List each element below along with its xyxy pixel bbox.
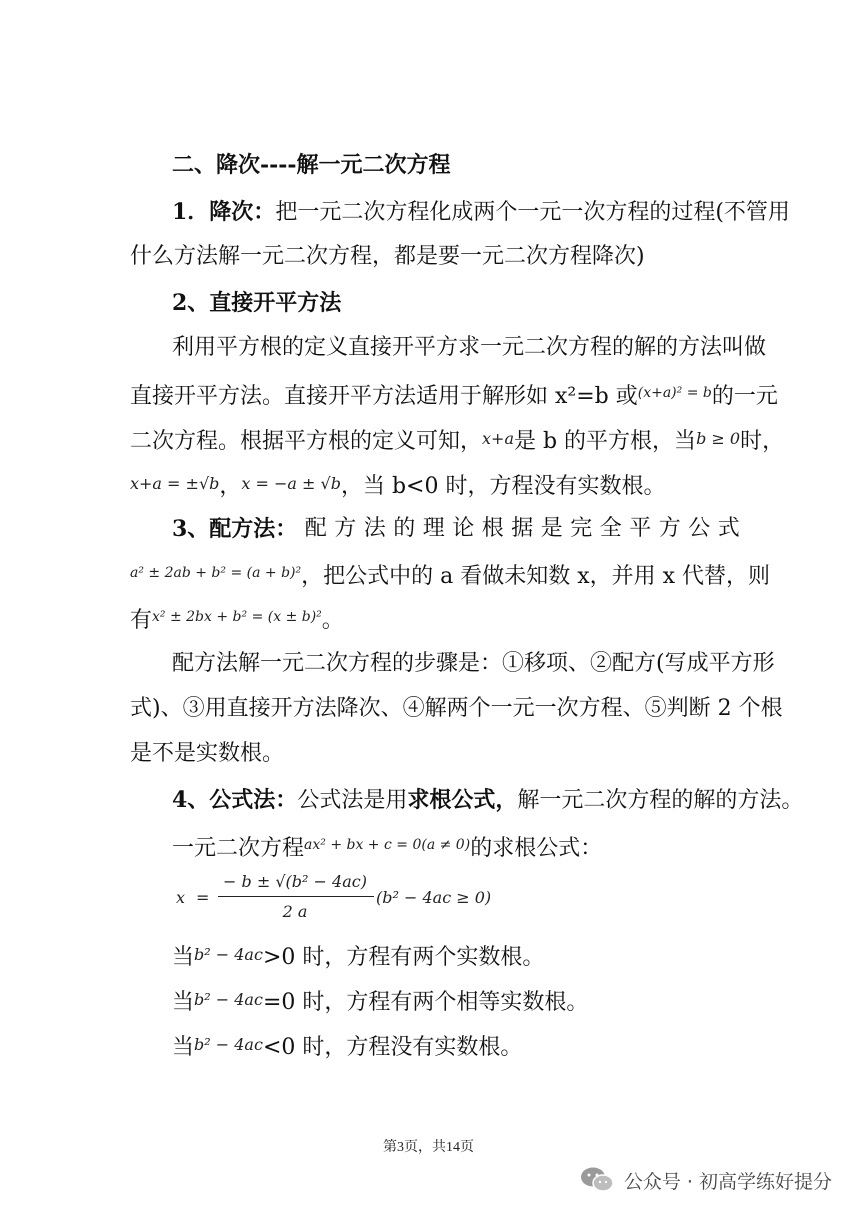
paragraph-2-heading: 2、直接开平方法 [172, 290, 342, 316]
formula-denominator: 2 a [282, 902, 308, 921]
paragraph-1-line-1 [172, 197, 790, 228]
case-2-formula: b² − 4ac [194, 990, 263, 1009]
paragraph-2-line-3 [130, 424, 785, 457]
p2-l3-formula-1: x+a [482, 429, 514, 448]
case-3 [172, 1030, 782, 1063]
paragraph-4-line-2 [172, 830, 782, 864]
formula-condition: (b² − 4ac ≥ 0) [376, 888, 492, 907]
p2-l4-formula-1: x+a = ±√b [130, 474, 220, 493]
p3-c9: 完 [570, 516, 593, 541]
paragraph-1-text: 把一元二次方程化成两个一元一次方程的过程(不管用 [275, 200, 790, 225]
paragraph-1-label: 1．降次： [172, 199, 276, 225]
p3-c13: 公 [688, 516, 711, 541]
p2-l4-text: ，当 b<0 时，方程没有实数根。 [340, 474, 666, 499]
paragraph-2-line-4 [130, 469, 740, 502]
p4-text-b: 解一元二次方程的解的方法。 [517, 788, 804, 813]
p2-l2-formula: (x+a)² = b [637, 385, 712, 401]
paragraph-3-line-3 [130, 602, 740, 636]
p2-l2-text-b: 的一元 [711, 384, 778, 409]
paragraph-3-heading: 3、配方法： [172, 516, 298, 542]
page-number: 第3页，共14页 [383, 1140, 474, 1155]
case-1-text-b: >0 时，方程有两个实数根。 [262, 945, 545, 970]
p3-c11: 平 [629, 516, 652, 541]
paragraph-2-line-1: 利用平方根的定义直接开平方求一元二次方程的解的方法叫做 [172, 335, 767, 360]
formula-x: x [176, 888, 186, 907]
p3-l3-text-a: 有 [130, 608, 153, 633]
p3-c0: 配 [304, 516, 327, 541]
p2-l2-text-a: 直接开平方法。直接开平方法适用于解形如 x²=b 或 [130, 384, 638, 409]
watermark [580, 1166, 832, 1194]
p3-c1: 方 [334, 516, 357, 541]
case-1 [172, 940, 782, 973]
case-1-formula: b² − 4ac [194, 945, 263, 964]
case-2 [172, 985, 782, 1018]
p4-l2-text-b: 的求根公式： [470, 836, 603, 861]
p3-c12: 方 [658, 516, 681, 541]
case-2-text-a: 当 [172, 990, 195, 1015]
p3-c2: 法 [363, 516, 386, 541]
formula-fraction-bar [218, 896, 374, 897]
p2-l3-text-a: 二次方程。根据平方根的定义可知， [130, 429, 483, 454]
p4-l2-text-a: 一元二次方程 [172, 836, 305, 861]
p2-l4-formula-2: x = −a ± √b [241, 474, 341, 493]
p3-c10: 全 [599, 516, 622, 541]
case-3-formula: b² − 4ac [194, 1035, 263, 1054]
steps-line-1: 配方法解一元二次方程的步骤是：①移项、②配方(写成平方形 [172, 651, 775, 676]
case-3-text-b: <0 时，方程没有实数根。 [262, 1035, 523, 1060]
p4-text-a: 公式法是用 [297, 788, 408, 813]
quadratic-formula [176, 868, 536, 928]
p3-c3: 的 [393, 516, 416, 541]
case-1-text-a: 当 [172, 945, 195, 970]
p3-l2-formula: a² ± 2ab + b² = (a + b)² [130, 565, 302, 581]
p3-l3-text-b: 。 [321, 608, 344, 633]
paragraph-3-line-1 [172, 514, 740, 544]
paragraph-4-line-1 [172, 785, 804, 816]
watermark-text: 公众号 · 初高学练好提分 [623, 1170, 832, 1193]
p3-c4: 理 [422, 516, 445, 541]
paragraph-4-heading: 4、公式法： [172, 787, 298, 813]
p4-l2-formula: ax² + bx + c = 0(a ≠ 0) [304, 837, 471, 853]
p2-l4-separator: ， [219, 474, 242, 499]
p3-c14: 式 [717, 516, 740, 541]
p3-l3-formula: x² ± 2bx + b² = (x ± b)² [152, 609, 322, 625]
paragraph-3-line-2 [130, 558, 771, 592]
case-3-text-a: 当 [172, 1035, 195, 1060]
formula-equals: = [196, 888, 210, 907]
p3-c6: 根 [481, 516, 504, 541]
steps-line-3: 是不是实数根。 [130, 741, 285, 766]
wechat-icon [580, 1166, 614, 1194]
p3-c5: 论 [452, 516, 475, 541]
case-2-text-b: =0 时，方程有两个相等实数根。 [262, 990, 589, 1015]
p2-l3-text-c: 时， [740, 429, 785, 454]
p3-c8: 是 [540, 516, 563, 541]
p3-c7: 据 [511, 516, 534, 541]
paragraph-2-line-2 [130, 378, 778, 412]
p3-l2-text: ，把公式中的 a 看做未知数 x，并用 x 代替，则 [301, 564, 771, 589]
steps-line-2: 式)、③用直接开方法降次、④解两个一元一次方程、⑤判断 2 个根 [130, 696, 783, 721]
p2-l3-text-b: 是 b 的平方根，当 [513, 429, 697, 454]
p2-l3-formula-2: b ≥ 0 [696, 429, 741, 448]
section-title: 二、降次----解一元二次方程 [172, 152, 451, 178]
p4-text-bold: 求根公式， [407, 787, 518, 813]
formula-numerator: − b ± √(b² − 4ac) [223, 872, 367, 891]
paragraph-1-line-2: 什么方法解一元二次方程，都是要一元二次方程降次) [130, 244, 645, 269]
